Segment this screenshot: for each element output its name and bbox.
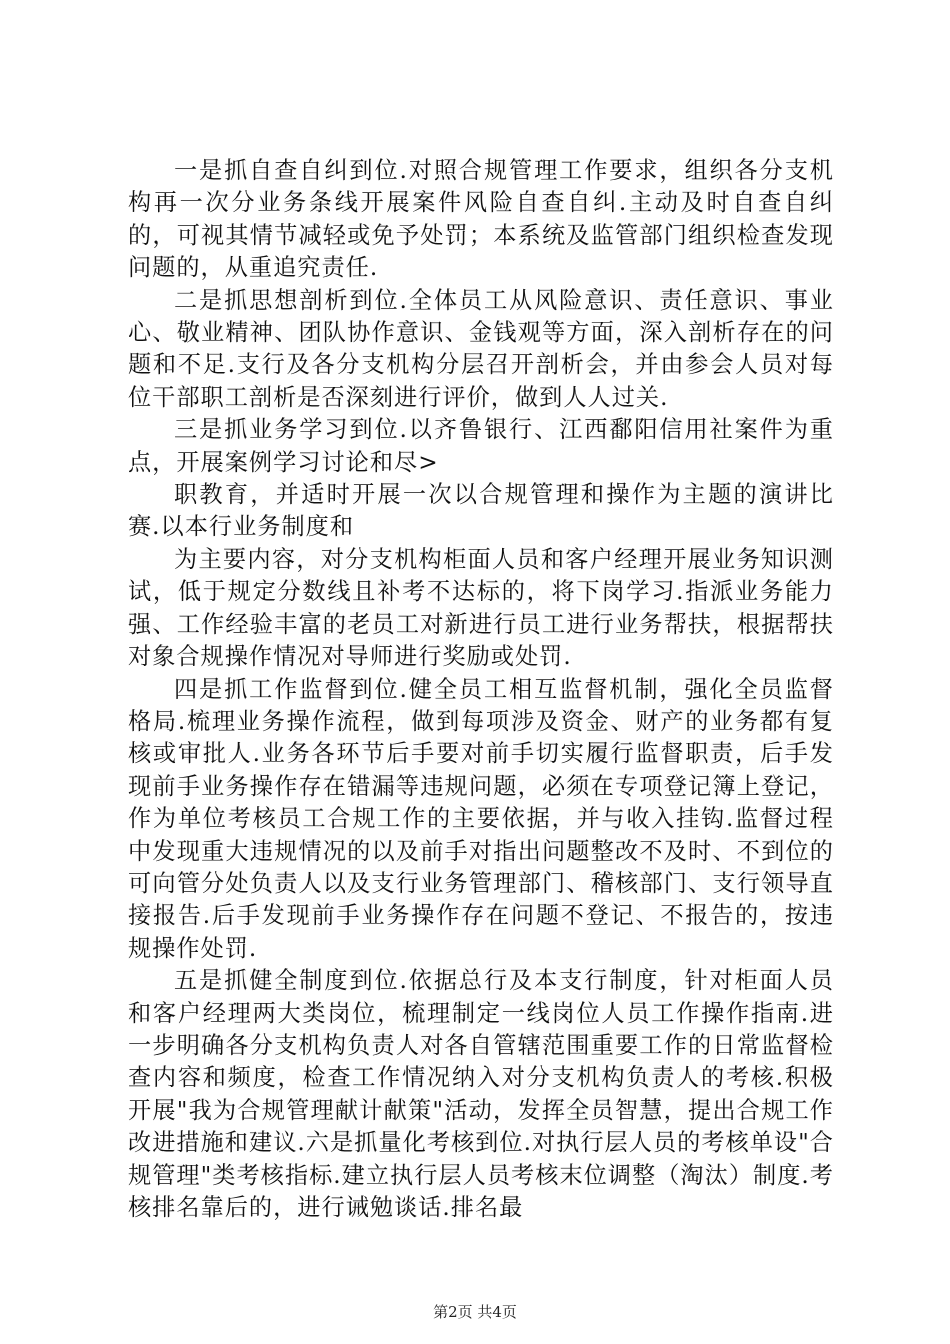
page-footer xyxy=(0,1302,950,1322)
paragraph-education: 职教育，并适时开展一次以合规管理和操作为主题的演讲比赛.以本行业务制度和 xyxy=(128,481,834,541)
paragraph-work-supervision: 四是抓工作监督到位.健全员工相互监督机制，强化全员监督格局.梳理业务操作流程，做到每项涉及资金、财产的业务都有复核或审批人.业务各环节后手要对前手切实履行监督职责，后手发现前手业务操作存在错漏等违规问题，必须在专项登记簿上登记，作为单位考核员工合规工作的主要依据，并与收入挂钩.监督过程中发现重大违规情况的以及前手对指出问题整改不及时、不到位的可向管分处负责人以及支行业务管理部门、稽核部门、支行领导直接报告.后手发现前手业务操作存在问题不登记、不报告的，按违规操作处罚. xyxy=(128,675,834,962)
page-number-label: 第2页 共4页 xyxy=(433,1303,517,1321)
paragraph-business-study: 三是抓业务学习到位.以齐鲁银行、江西鄱阳信用社案件为重点，开展案例学习讨论和尽> xyxy=(128,416,834,476)
document-body xyxy=(128,155,834,1224)
paragraph-thought-analysis: 二是抓思想剖析到位.全体员工从风险意识、责任意识、事业心、敬业精神、团队协作意识、金钱观等方面，深入剖析存在的问题和不足.支行及各分支机构分层召开剖析会，并由参会人员对每位干部职工剖析是否深刻进行评价，做到人人过关. xyxy=(128,286,834,411)
paragraph-self-inspection: 一是抓自查自纠到位.对照合规管理工作要求，组织各分支机构再一次分业务条线开展案件风险自查自纠.主动及时自查自纠的，可视其情节减轻或免予处罚；本系统及监管部门组织检查发现问题的，从重追究责任. xyxy=(128,157,834,282)
paragraph-system-improvement: 五是抓健全制度到位.依据总行及本支行制度，针对柜面人员和客户经理两大类岗位，梳理制定一线岗位人员工作操作指南.进一步明确各分支机构负责人对各自管辖范围重要工作的日常监督检查内容和频度，检查工作情况纳入对分支机构负责人的考核.积极开展"我为合规管理献计献策"活动，发挥全员智慧，提出合规工作改进措施和建议.六是抓量化考核到位.对执行层人员的考核单设"合规管理"类考核指标.建立执行层人员考核末位调整（淘汰）制度.考核排名靠后的，进行诫勉谈话.排名最 xyxy=(128,967,834,1221)
paragraph-knowledge-test: 为主要内容，对分支机构柜面人员和客户经理开展业务知识测试，低于规定分数线且补考不达标的，将下岗学习.指派业务能力强、工作经验丰富的老员工对新进行员工进行业务帮扶，根据帮扶对象合规操作情况对导师进行奖励或处罚. xyxy=(128,545,834,671)
